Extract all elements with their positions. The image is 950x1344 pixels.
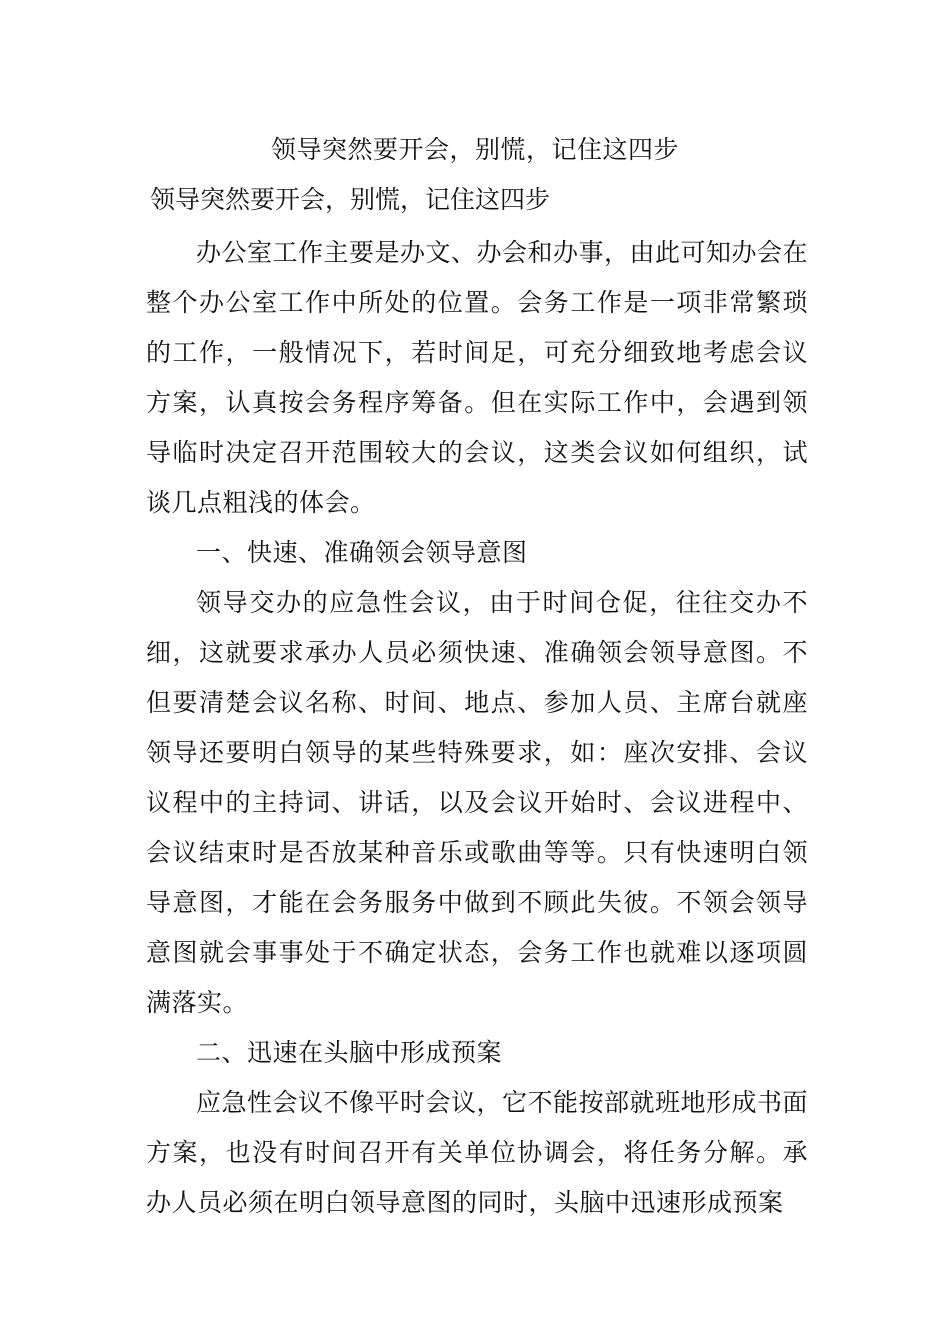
section-heading-2: 二、迅速在头脑中形成预案 (196, 1038, 503, 1067)
section-1-paragraph: 领导交办的应急性会议，由于时间仓促，往往交办不细，这就要求承办人员必须快速、准确领会领导意图。不但要清楚会议名称、时间、地点、参加人员、主席台就座领导还要明白领导的某些特殊要求，如：座次安排、会议议程中的主持词、讲话，以及会议开始时、会议进程中、会议结束时是否放某种音乐或歌曲等等。只有快速明白领导意图，才能在会务服务中做到不顾此失彼。不领会领导意图就会事事处于不确定状态，会务工作也就难以逐项圆满落实。 (146, 588, 808, 1017)
section-heading-1: 一、快速、准确领会领导意图 (196, 538, 528, 567)
document-body (146, 228, 808, 1228)
intro-paragraph: 办公室工作主要是办文、办会和办事，由此可知办会在整个办公室工作中所处的位置。会务工作是一项非常繁琐的工作，一般情况下，若时间足，可充分细致地考虑会议方案，认真按会务程序筹备。但在实际工作中，会遇到领导临时决定召开范围较大的会议，这类会议如何组织，试谈几点粗浅的体会。 (146, 238, 809, 517)
section-2-paragraph: 应急性会议不像平时会议，它不能按部就班地形成书面方案，也没有时间召开有关单位协调会，将任务分解。承办人员必须在明白领导意图的同时，头脑中迅速形成预案 (146, 1088, 809, 1217)
document-subtitle: 领导突然要开会，别慌，记住这四步 (150, 185, 551, 214)
document-title: 领导突然要开会，别慌，记住这四步 (270, 135, 679, 164)
